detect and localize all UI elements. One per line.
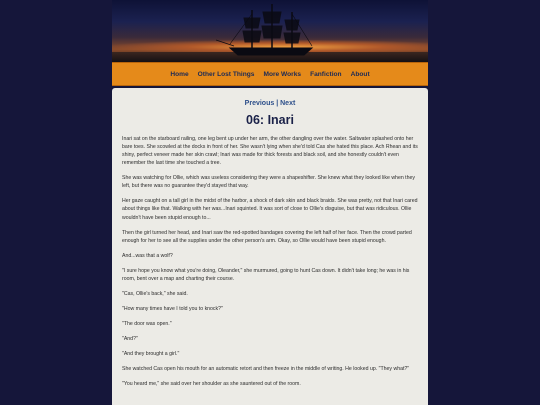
story-paragraph: And...was that a wolf? [122, 252, 173, 259]
next-chapter-link[interactable]: Next [280, 100, 296, 107]
story-paragraph: Inari sat on the starboard railing, one leg bent up under her arm, the other dangling over the water. Saltwater splashed onto her bare toes. She scowled at the docks in front of her. She wasn't lying when she'd told Cas she hated this place. Ach Rhean and its shiny, perfect veneer made her skin crawl; Inari was made for thick forests and black soil, and she honestly couldn't even remember the last time she touched a tree. [122, 136, 418, 167]
story-paragraph: She was watching for Ollie, which was useless considering they were a shapeshifter. She knew what they looked like when they left, but there was no guarantee they'd stayed that way. [122, 175, 415, 190]
story-paragraph: "I sure hope you know what you're doing, Oleander," she murmured, going to hunt Cas down. It didn't take long; he was in his room, bent over a map and charting their course. [122, 267, 410, 282]
pager-separator: | [276, 100, 279, 107]
story-paragraph: "Cas, Ollie's back," she said. [122, 290, 188, 297]
story-paragraph: Then the girl turned her head, and Inari saw the red-spotted bandages covering the left half of her face. Then the crowd parted enough for her to see all the supplies under the other person's arm. Okay, so Ollie would have been stupid enough. [122, 229, 412, 244]
nav-fanfiction-link[interactable]: Fanfiction [310, 70, 342, 78]
main-navigation [112, 62, 428, 86]
right-background [428, 0, 540, 405]
story-paragraph: "And they brought a girl." [122, 351, 180, 358]
left-background [0, 0, 112, 405]
nav-more-works-link[interactable]: More Works [263, 70, 302, 78]
story-text [112, 135, 428, 388]
story-paragraph: "And?" [122, 336, 138, 343]
chapter-title: 06: Inari [246, 113, 294, 127]
nav-other-lost-things-link[interactable]: Other Lost Things [197, 70, 255, 78]
nav-home-link[interactable]: Home [170, 70, 189, 78]
story-paragraph: She watched Cas open his mouth for an automatic retort and then freeze in the middle of writing. He looked up. "They what?" [122, 366, 410, 373]
story-paragraph: Her gaze caught on a tall girl in the midst of the harbor, a shock of dark skin and black braids. She was pretty, not that Inari cared about things like that. Walking with her was...Inari squinted. It was sort of close to Ollie's disguise, but that was ridiculous. Ollie wouldn't have been stupid enough to... [122, 198, 418, 221]
header-banner-image [112, 0, 428, 62]
ship-icon [112, 0, 428, 62]
nav-about-link[interactable]: About [350, 70, 370, 78]
story-paragraph: "How many times have I told you to knock?" [122, 305, 223, 312]
chapter-content [112, 88, 428, 405]
story-paragraph: "The door was open." [122, 321, 172, 327]
story-paragraph: "You heard me," she said over her shoulder as she sauntered out of the room. [122, 381, 301, 388]
chapter-pager [112, 100, 428, 107]
previous-chapter-link[interactable]: Previous [244, 100, 275, 107]
